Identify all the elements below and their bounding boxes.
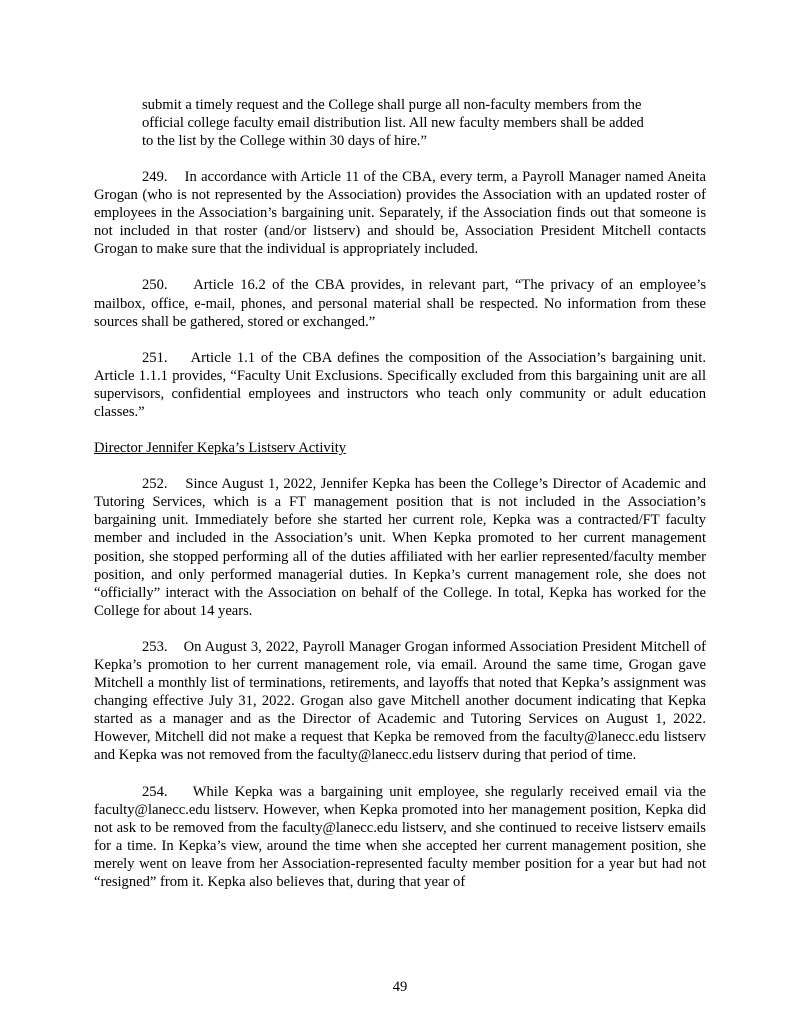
paragraph-251 — [94, 349, 706, 421]
paragraph-number: 250. — [142, 277, 168, 294]
paragraph-number: 252. — [142, 476, 168, 493]
paragraph-249 — [94, 168, 706, 258]
paragraph-text: In accordance with Article 11 of the CBA, every term, a Payroll Manager named Aneita Grogan (who is not represented by the Association) provides the Association with an updated roster of employees in the Association’s bargaining unit. Separately, if the Association finds out that someone is not included in that roster (and/or listserv) and should be, Association President Mitchell contacts Grogan to make sure that the individual is appropriately included. — [94, 169, 706, 258]
paragraph-252 — [94, 475, 706, 620]
block-quote: submit a timely request and the College shall purge all non-faculty members from the official college faculty email distribution list. All new faculty members shall be added to the list by the College within 30 days of hire.” — [142, 97, 644, 149]
paragraph-text: While Kepka was a bargaining unit employee, she regularly received email via the faculty@lanecc.edu listserv. However, when Kepka promoted into her management position, Kepka did not ask to be removed from the faculty@lanecc.edu listserv, and she continued to receive listserv emails for a time. In Kepka’s view, around the time when she accepted her current management position, she merely went on leave from her Association-represented faculty member position for a year but had not “resigned” from it. Kepka also believes that, during that year of — [94, 783, 706, 890]
paragraph-number: 253. — [142, 638, 168, 655]
page-number: 49 — [392, 979, 408, 995]
paragraph-number: 254. — [142, 783, 168, 800]
paragraph-254 — [94, 783, 706, 892]
section-heading: Director Jennifer Kepka’s Listserv Activity — [94, 440, 347, 457]
paragraph-text: Since August 1, 2022, Jennifer Kepka has been the College’s Director of Academic and Tutoring Services, which is a FT management position that is not included in the Association’s bargaining unit. Immediately before she started her current role, Kepka was a contracted/FT faculty member and included in the Association’s unit. When Kepka promoted to her current management position, she stopped performing all of the duties affiliated with her earlier represented/faculty member position, and only performed managerial duties. In Kepka’s current management role, she does not “officially” interact with the Association on behalf of the College. In total, Kepka has worked for the College for about 14 years. — [94, 476, 707, 619]
paragraph-number: 251. — [142, 349, 168, 366]
paragraph-number: 249. — [142, 169, 168, 185]
document-page — [94, 96, 706, 891]
paragraph-text: Article 1.1 of the CBA defines the composition of the Association’s bargaining unit. Article 1.1.1 provides, “Faculty Unit Exclusions. Specifically excluded from this bargaining unit are all supervisors, confidential employees and instructors who teach only community or adult education classes.” — [94, 349, 706, 421]
paragraph-text: Article 16.2 of the CBA provides, in relevant part, “The privacy of an employee’s mailbox, office, e-mail, phones, and personal material shall be respected. No information from these sources shall be gathered, stored or exchanged.” — [94, 277, 706, 330]
paragraph-text: On August 3, 2022, Payroll Manager Grogan informed Association President Mitchell of Kepka’s promotion to her current management role, via email. Around the same time, Grogan gave Mitchell a monthly list of terminations, retirements, and layoffs that noted that Kepka’s assignment was changing effective July 31, 2022. Grogan also gave Mitchell another document indicating that Kepka started as a manager and as the Director of Academic and Tutoring Services on August 1, 2022. However, Mitchell did not make a request that Kepka be removed from the faculty@lanecc.edu listserv and Kepka was not removed from the faculty@lanecc.edu listserv during that period of time. — [94, 638, 707, 764]
paragraph-250 — [94, 276, 706, 330]
paragraph-253 — [94, 638, 706, 765]
